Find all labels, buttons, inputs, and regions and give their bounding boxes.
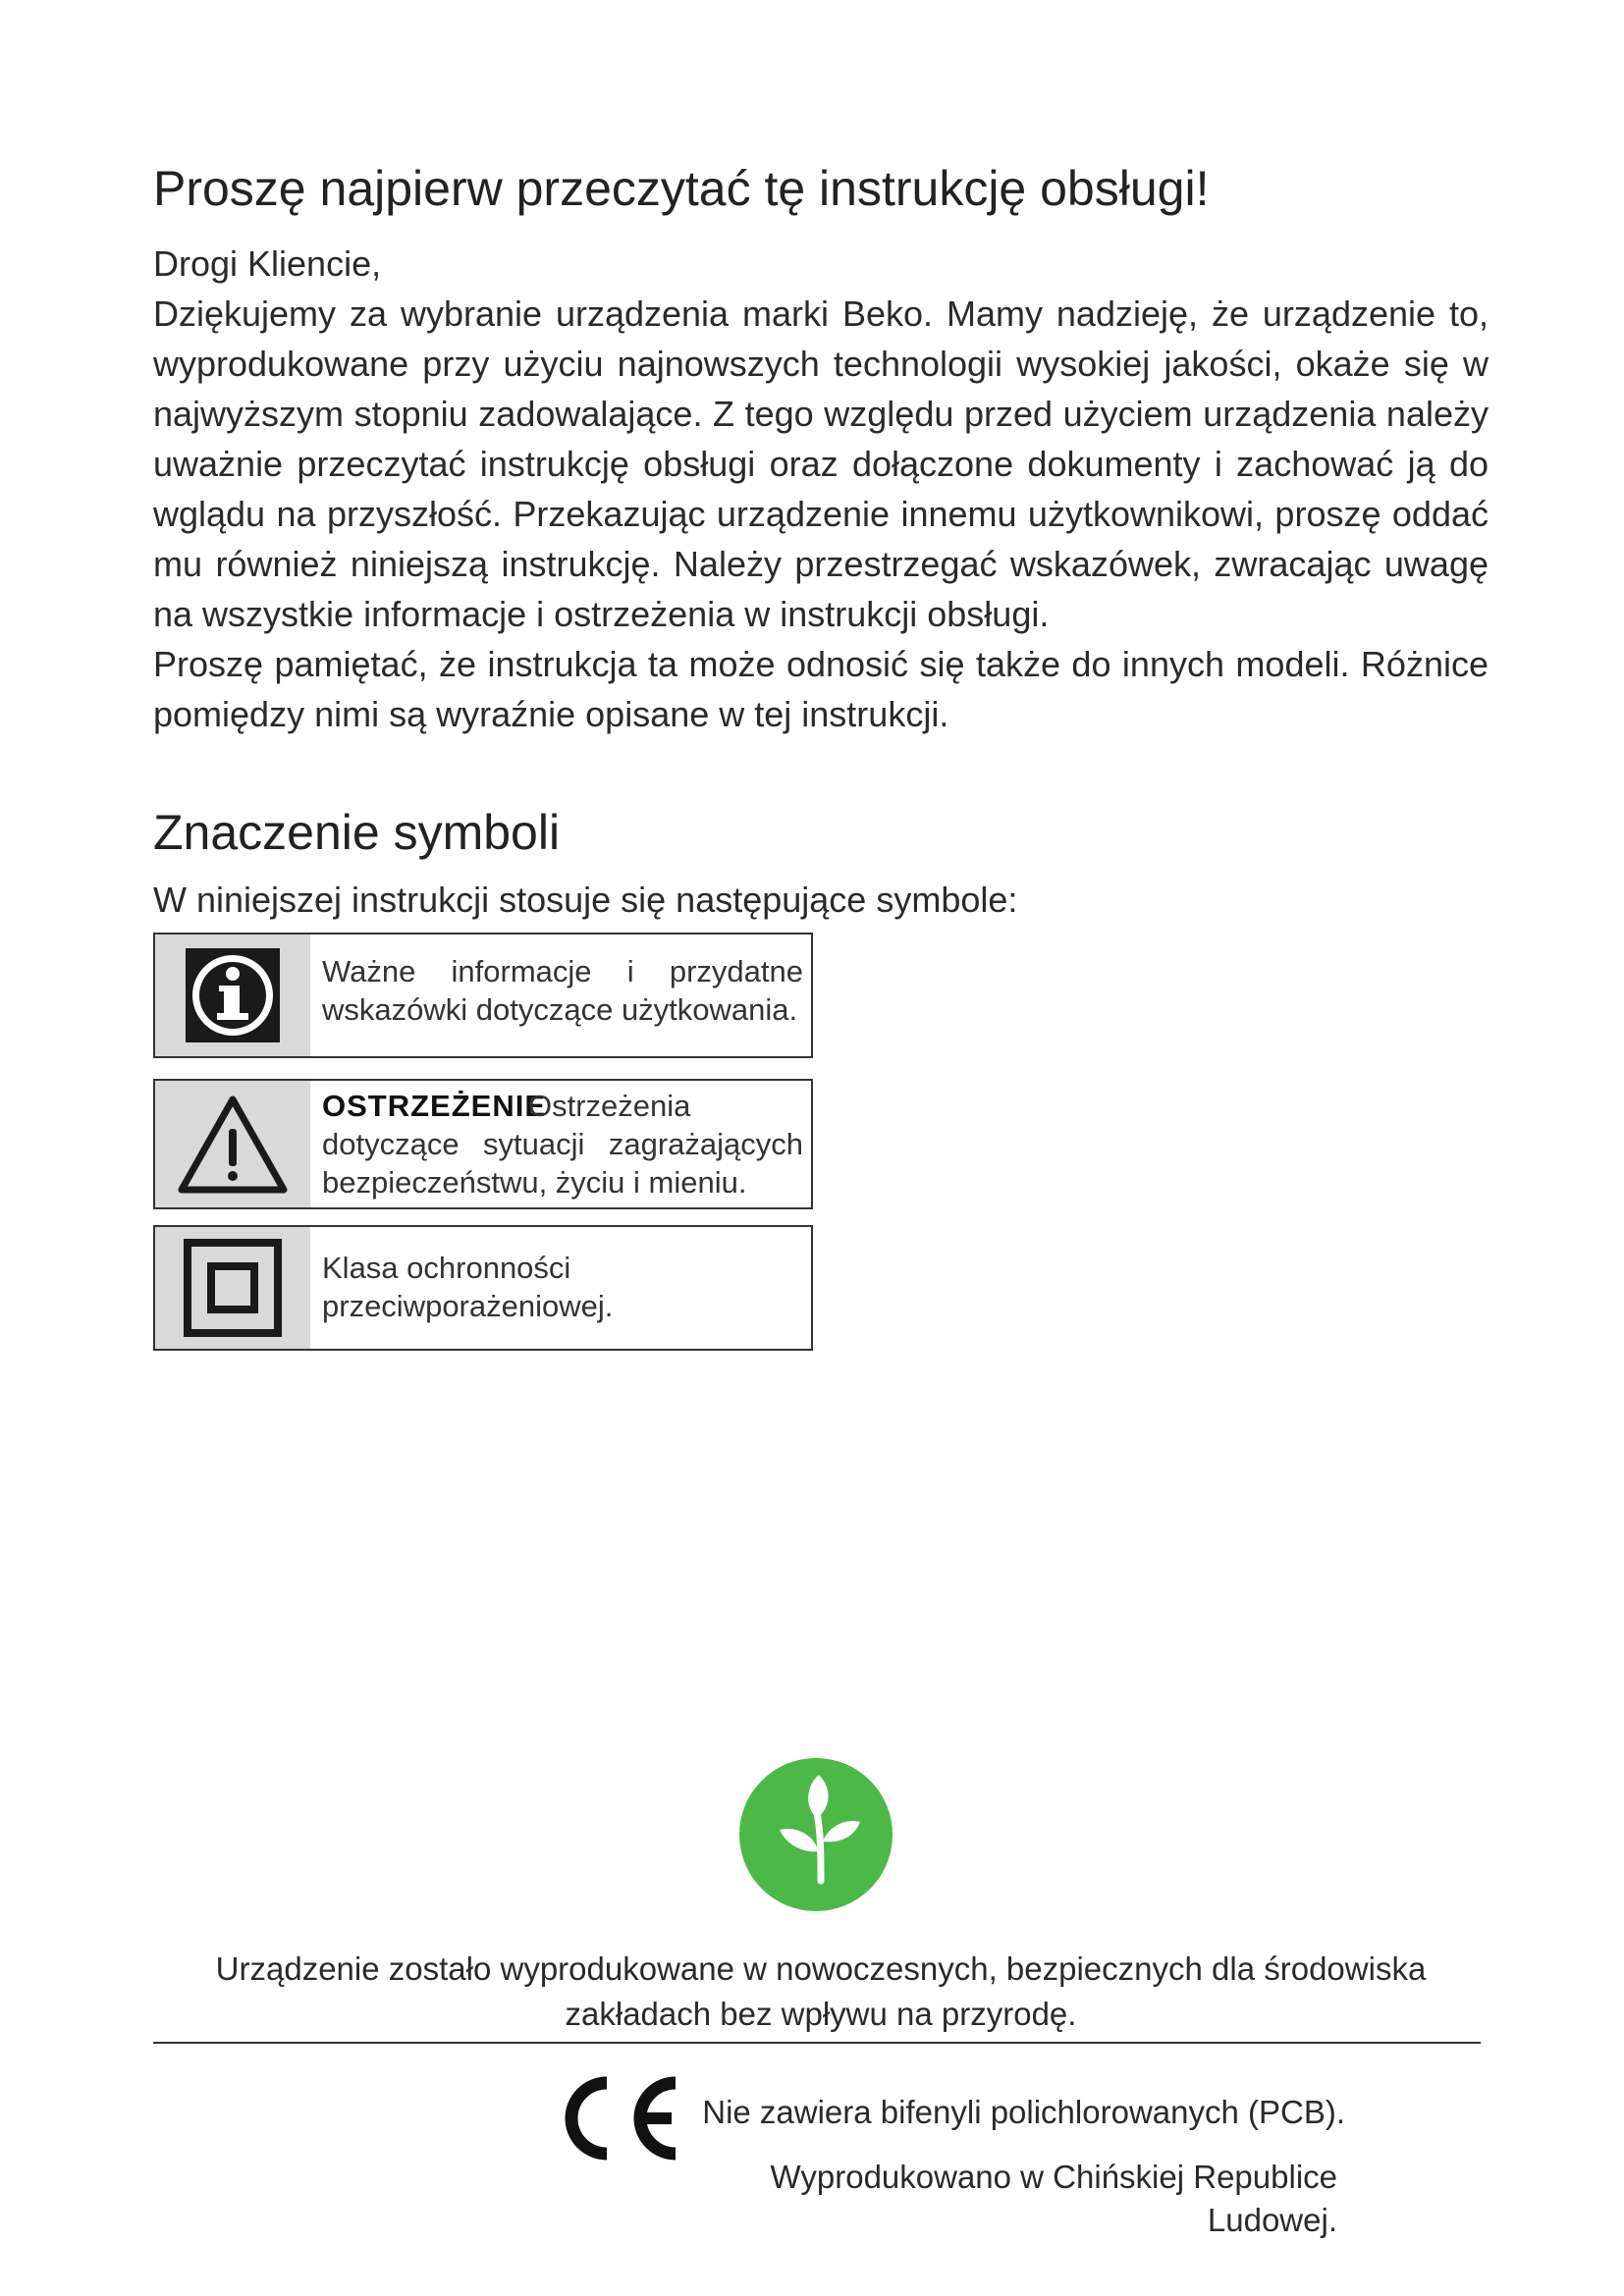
warning-description: Ostrzeżenia dotyczące sytuacji zagrażających bezpieczeństwu, życiu i mieniu.	[322, 1089, 803, 1200]
warning-label: OSTRZEŻENIE	[322, 1089, 547, 1123]
info-icon	[155, 934, 310, 1056]
intro-paragraph-1: Dziękujemy za wybranie urządzenia marki Beko. Mamy nadzieję, że urządzenie to, wyprodukowane przy użyciu najnowszych technologii wysokiej jakości, okaże się w najwyższym stopniu zadowalające. Z tego względu przed użyciem urządzenia należy uważnie przeczytać instrukcję obsługi oraz dołączone dokumenty i zachować ją do wglądu na przyszłość. Przekazując urządzenie innemu użytkownikowi, proszę oddać mu również niniejszą instrukcję. Należy przestrzegać wskazówek, zwracając uwagę na wszystkie informacje i ostrzeżenia w instrukcji obsługi.	[153, 294, 1489, 634]
made-in-statement: Wyprodukowano w Chińskiej Republice Ludowej.	[770, 2159, 1337, 2238]
symbols-intro: W niniejszej instrukcji stosuje się następujące symbole:	[153, 880, 1018, 920]
symbol-box-insulation	[153, 1225, 813, 1351]
symbol-info-text: Ważne informacje i przydatne wskazówki dotyczące użytkowania.	[322, 954, 803, 1027]
ce-mark-icon	[546, 2073, 683, 2163]
eco-leaf-icon	[738, 1757, 893, 1912]
greeting: Drogi Kliencie,	[153, 243, 382, 284]
intro-text	[153, 239, 1489, 739]
page-title: Proszę najpierw przeczytać tę instrukcję obsługi!	[153, 161, 1210, 216]
symbol-box-warning	[153, 1079, 813, 1209]
symbol-box-info	[153, 933, 813, 1058]
warning-triangle-icon	[155, 1081, 310, 1207]
pcb-statement: Nie zawiera bifenyli polichlorowanych (PCB).	[702, 2094, 1345, 2130]
symbol-warning-text	[310, 1081, 811, 1207]
divider	[153, 2042, 1481, 2044]
symbol-insulation-text: Klasa ochronności przeciwporażeniowej.	[322, 1251, 614, 1323]
intro-paragraph-2: Proszę pamiętać, że instrukcja ta może odnosić się także do innych modeli. Różnice pomiędzy nimi są wyraźnie opisane w tej instrukcji.	[153, 644, 1489, 734]
symbols-heading: Znaczenie symboli	[153, 805, 561, 860]
eco-text: Urządzenie zostało wyprodukowane w nowoczesnych, bezpiecznych dla środowiska zakładach bez wpływu na przyrodę.	[215, 1950, 1427, 2032]
double-insulation-icon	[155, 1227, 310, 1349]
